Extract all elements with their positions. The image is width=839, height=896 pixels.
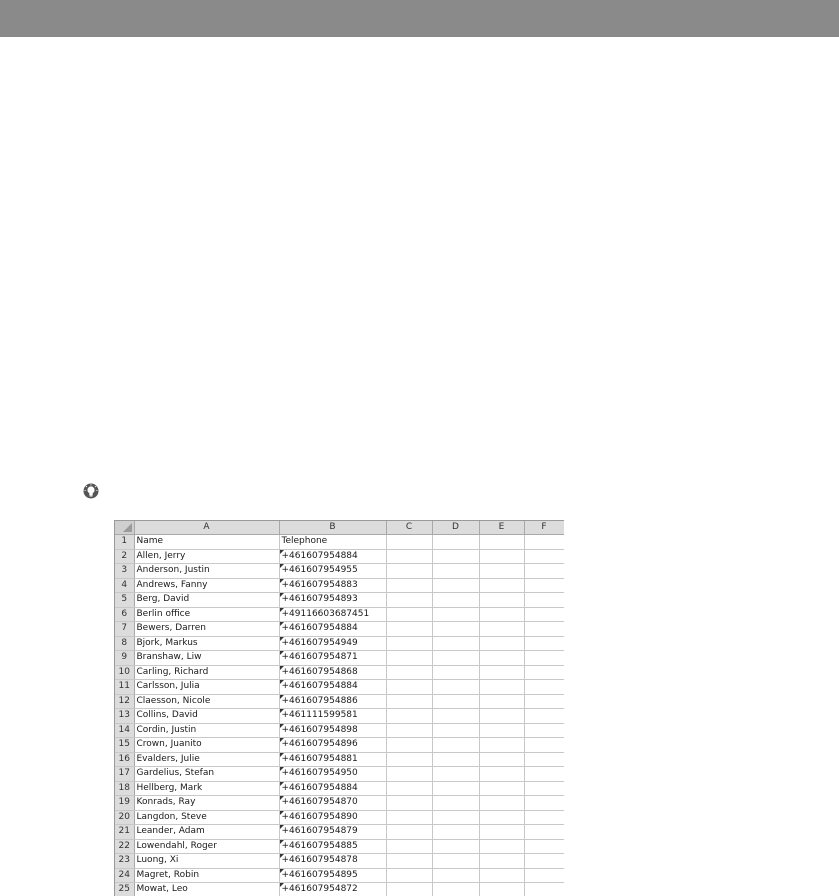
cell-telephone[interactable] [279,694,386,709]
table-row [115,868,564,883]
cell-telephone-value: +461607954896 [282,739,358,749]
empty-cell[interactable] [479,564,524,579]
row-header[interactable]: 10 [115,665,134,680]
cell-telephone[interactable] [279,752,386,767]
select-all-button[interactable] [115,521,134,535]
error-indicator-icon [280,782,284,786]
empty-cell[interactable] [479,709,524,724]
cell-telephone-value: +461607954871 [282,652,358,662]
empty-cell[interactable] [432,709,479,724]
empty-cell[interactable] [479,694,524,709]
cell-name[interactable]: Collins, David [134,709,279,724]
empty-cell[interactable] [386,839,432,854]
empty-cell[interactable] [524,549,564,564]
cell-telephone[interactable] [279,825,386,840]
row-header[interactable]: 21 [115,825,134,840]
empty-cell[interactable] [479,839,524,854]
row-header[interactable]: 11 [115,680,134,695]
cell-telephone-value: +461607954893 [282,594,358,604]
row-header[interactable]: 24 [115,868,134,883]
empty-cell[interactable] [479,738,524,753]
empty-cell[interactable] [386,622,432,637]
cell-telephone-value: +461607954879 [282,826,358,836]
error-indicator-icon [280,666,284,670]
column-header[interactable]: C [386,521,432,535]
empty-cell[interactable] [432,854,479,869]
empty-cell[interactable] [524,854,564,869]
cell-telephone-value: +461607954890 [282,812,358,822]
empty-cell[interactable] [524,564,564,579]
error-indicator-icon [280,840,284,844]
empty-cell[interactable] [432,535,479,550]
cell-name[interactable]: Andrews, Fanny [134,578,279,593]
empty-cell[interactable] [432,738,479,753]
error-indicator-icon [280,854,284,858]
cell-telephone[interactable] [279,593,386,608]
cell-name[interactable]: Berlin office [134,607,279,622]
cell-telephone-value: +461607954898 [282,725,358,735]
cell-telephone[interactable] [279,709,386,724]
cell-telephone-value: Telephone [282,536,328,546]
empty-cell[interactable] [432,810,479,825]
cell-telephone-value: +461607954886 [282,696,358,706]
empty-cell[interactable] [524,810,564,825]
empty-cell[interactable] [432,578,479,593]
table-row [115,665,564,680]
empty-cell[interactable] [432,636,479,651]
error-indicator-icon [280,753,284,757]
empty-cell[interactable] [386,607,432,622]
empty-cell[interactable] [386,868,432,883]
cell-name[interactable]: Name [134,535,279,550]
row-header[interactable]: 23 [115,854,134,869]
cell-name[interactable]: Konrads, Ray [134,796,279,811]
table-row [115,883,564,896]
error-indicator-icon [280,608,284,612]
empty-cell[interactable] [386,535,432,550]
error-indicator-icon [280,695,284,699]
table-row [115,607,564,622]
empty-cell[interactable] [524,709,564,724]
table-row [115,564,564,579]
empty-cell[interactable] [432,651,479,666]
spreadsheet-grid [114,520,564,896]
error-indicator-icon [280,564,284,568]
empty-cell[interactable] [524,883,564,896]
table-row [115,825,564,840]
cell-name[interactable]: Mowat, Leo [134,883,279,896]
row-header[interactable]: 14 [115,723,134,738]
cell-telephone[interactable] [279,767,386,782]
empty-cell[interactable] [386,723,432,738]
row-header[interactable]: 4 [115,578,134,593]
empty-cell[interactable] [524,607,564,622]
row-header[interactable]: 17 [115,767,134,782]
error-indicator-icon [280,811,284,815]
empty-cell[interactable] [386,752,432,767]
row-header[interactable]: 19 [115,796,134,811]
row-header[interactable]: 22 [115,839,134,854]
table-row [115,636,564,651]
empty-cell[interactable] [386,564,432,579]
empty-cell[interactable] [432,767,479,782]
cell-name[interactable]: Bewers, Darren [134,622,279,637]
empty-cell[interactable] [386,767,432,782]
empty-cell[interactable] [524,781,564,796]
cell-telephone-value: +461607954884 [282,551,358,561]
row-header[interactable]: 7 [115,622,134,637]
empty-cell[interactable] [432,825,479,840]
cell-telephone[interactable] [279,549,386,564]
empty-cell[interactable] [386,825,432,840]
empty-cell[interactable] [479,796,524,811]
row-header[interactable]: 20 [115,810,134,825]
row-header[interactable]: 13 [115,709,134,724]
spreadsheet-table [115,521,564,896]
empty-cell[interactable] [386,549,432,564]
table-row [115,578,564,593]
empty-cell[interactable] [432,796,479,811]
error-indicator-icon [280,869,284,873]
cell-telephone[interactable] [279,607,386,622]
cell-telephone[interactable] [279,796,386,811]
empty-cell[interactable] [479,781,524,796]
cell-telephone[interactable] [279,564,386,579]
empty-cell[interactable] [524,694,564,709]
empty-cell[interactable] [479,622,524,637]
empty-cell[interactable] [479,883,524,896]
empty-cell[interactable] [386,738,432,753]
row-header[interactable]: 18 [115,781,134,796]
cell-name[interactable]: Hellberg, Mark [134,781,279,796]
empty-cell[interactable] [479,607,524,622]
empty-cell[interactable] [479,680,524,695]
row-header[interactable]: 8 [115,636,134,651]
empty-cell[interactable] [479,549,524,564]
table-row [115,535,564,550]
empty-cell[interactable] [524,767,564,782]
cell-telephone-value: +461607954885 [282,841,358,851]
empty-cell[interactable] [524,723,564,738]
empty-cell[interactable] [524,868,564,883]
error-indicator-icon [280,637,284,641]
cell-telephone[interactable] [279,839,386,854]
cell-telephone-value: +461607954955 [282,565,358,575]
empty-cell[interactable] [386,854,432,869]
cell-name[interactable]: Claesson, Nicole [134,694,279,709]
empty-cell[interactable] [386,665,432,680]
empty-cell[interactable] [432,564,479,579]
empty-cell[interactable] [524,651,564,666]
empty-cell[interactable] [479,636,524,651]
empty-cell[interactable] [479,593,524,608]
empty-cell[interactable] [432,665,479,680]
cell-telephone-value: +461111599581 [282,710,358,720]
column-header[interactable]: B [279,521,386,535]
empty-cell[interactable] [479,854,524,869]
cell-name[interactable]: Berg, David [134,593,279,608]
column-header-row [115,521,564,535]
cell-telephone[interactable] [279,578,386,593]
empty-cell[interactable] [479,723,524,738]
empty-cell[interactable] [432,680,479,695]
column-header[interactable]: F [524,521,564,535]
empty-cell[interactable] [432,549,479,564]
empty-cell[interactable] [479,868,524,883]
table-row [115,767,564,782]
cell-name[interactable]: Carling, Richard [134,665,279,680]
cell-name[interactable]: Langdon, Steve [134,810,279,825]
empty-cell[interactable] [479,651,524,666]
empty-cell[interactable] [432,781,479,796]
empty-cell[interactable] [386,593,432,608]
cell-name[interactable]: Anderson, Justin [134,564,279,579]
cell-telephone[interactable] [279,622,386,637]
empty-cell[interactable] [386,694,432,709]
row-header[interactable]: 5 [115,593,134,608]
error-indicator-icon [280,622,284,626]
table-row [115,723,564,738]
row-header[interactable]: 9 [115,651,134,666]
cell-name[interactable]: Magret, Robin [134,868,279,883]
cell-telephone-value: +461607954895 [282,870,358,880]
error-indicator-icon [280,767,284,771]
empty-cell[interactable] [524,796,564,811]
error-indicator-icon [280,825,284,829]
cell-telephone[interactable] [279,781,386,796]
empty-cell[interactable] [386,578,432,593]
column-header[interactable]: A [134,521,279,535]
cell-telephone-value: +461607954950 [282,768,358,778]
lightbulb-icon [82,482,100,500]
empty-cell[interactable] [386,680,432,695]
empty-cell[interactable] [386,709,432,724]
cell-name[interactable]: Carlsson, Julia [134,680,279,695]
cell-name[interactable]: Branshaw, Liw [134,651,279,666]
cell-telephone-value: +461607954870 [282,797,358,807]
empty-cell[interactable] [479,810,524,825]
empty-cell[interactable] [479,767,524,782]
table-row [115,796,564,811]
cell-name[interactable]: Allen, Jerry [134,549,279,564]
cell-name[interactable]: Lowendahl, Roger [134,839,279,854]
empty-cell[interactable] [432,752,479,767]
table-row [115,738,564,753]
error-indicator-icon [280,579,284,583]
empty-cell[interactable] [479,535,524,550]
empty-cell[interactable] [386,781,432,796]
cell-name[interactable]: Evalders, Julie [134,752,279,767]
table-row [115,622,564,637]
row-header[interactable]: 3 [115,564,134,579]
cell-telephone[interactable] [279,723,386,738]
empty-cell[interactable] [386,883,432,896]
cell-name[interactable]: Gardelius, Stefan [134,767,279,782]
table-row [115,709,564,724]
cell-telephone[interactable] [279,810,386,825]
table-row [115,593,564,608]
empty-cell[interactable] [479,665,524,680]
empty-cell[interactable] [524,535,564,550]
empty-cell[interactable] [432,593,479,608]
error-indicator-icon [280,724,284,728]
cell-name[interactable]: Leander, Adam [134,825,279,840]
empty-cell[interactable] [524,578,564,593]
empty-cell[interactable] [524,738,564,753]
cell-telephone-value: +461607954878 [282,855,358,865]
empty-cell[interactable] [432,607,479,622]
empty-cell[interactable] [524,839,564,854]
cell-telephone-value: +461607954872 [282,884,358,894]
table-row [115,549,564,564]
cell-telephone-value: +49116603687451 [282,609,370,619]
column-header[interactable]: E [479,521,524,535]
empty-cell[interactable] [386,810,432,825]
error-indicator-icon [280,738,284,742]
row-header[interactable]: 6 [115,607,134,622]
empty-cell[interactable] [386,796,432,811]
cell-telephone[interactable] [279,680,386,695]
empty-cell[interactable] [524,825,564,840]
empty-cell[interactable] [524,752,564,767]
select-all-icon [123,523,132,532]
cell-telephone[interactable] [279,665,386,680]
row-header[interactable]: 15 [115,738,134,753]
error-indicator-icon [280,680,284,684]
cell-telephone-value: +461607954881 [282,754,358,764]
cell-telephone-value: +461607954884 [282,623,358,633]
empty-cell[interactable] [479,578,524,593]
cell-telephone[interactable] [279,883,386,896]
cell-telephone-value: +461607954868 [282,667,358,677]
empty-cell[interactable] [432,868,479,883]
row-header[interactable]: 12 [115,694,134,709]
cell-telephone[interactable] [279,636,386,651]
cell-telephone[interactable] [279,868,386,883]
cell-telephone[interactable] [279,651,386,666]
empty-cell[interactable] [524,636,564,651]
error-indicator-icon [280,550,284,554]
empty-cell[interactable] [432,723,479,738]
empty-cell[interactable] [432,694,479,709]
cell-telephone[interactable] [279,854,386,869]
empty-cell[interactable] [479,752,524,767]
error-indicator-icon [280,651,284,655]
row-header[interactable]: 2 [115,549,134,564]
table-row [115,854,564,869]
row-header[interactable]: 25 [115,883,134,896]
error-indicator-icon [280,796,284,800]
table-row [115,651,564,666]
cell-name[interactable]: Luong, Xi [134,854,279,869]
empty-cell[interactable] [386,651,432,666]
cell-telephone-value: +461607954884 [282,681,358,691]
cell-name[interactable]: Bjork, Markus [134,636,279,651]
table-row [115,839,564,854]
column-header[interactable]: D [432,521,479,535]
table-row [115,752,564,767]
table-row [115,810,564,825]
empty-cell[interactable] [432,839,479,854]
empty-cell[interactable] [524,680,564,695]
cell-telephone[interactable] [279,738,386,753]
table-row [115,781,564,796]
row-header[interactable]: 1 [115,535,134,550]
cell-telephone-value: +461607954884 [282,783,358,793]
cell-name[interactable]: Cordin, Justin [134,723,279,738]
empty-cell[interactable] [432,622,479,637]
error-indicator-icon [280,709,284,713]
table-row [115,694,564,709]
empty-cell[interactable] [524,622,564,637]
empty-cell[interactable] [432,883,479,896]
error-indicator-icon [280,883,284,887]
empty-cell[interactable] [524,593,564,608]
cell-name[interactable]: Crown, Juanito [134,738,279,753]
empty-cell[interactable] [479,825,524,840]
error-indicator-icon [280,593,284,597]
top-band [0,0,839,37]
empty-cell[interactable] [386,636,432,651]
cell-telephone-value: +461607954883 [282,580,358,590]
row-header[interactable]: 16 [115,752,134,767]
cell-telephone-value: +461607954949 [282,638,358,648]
cell-telephone[interactable] [279,535,386,550]
empty-cell[interactable] [524,665,564,680]
table-row [115,680,564,695]
